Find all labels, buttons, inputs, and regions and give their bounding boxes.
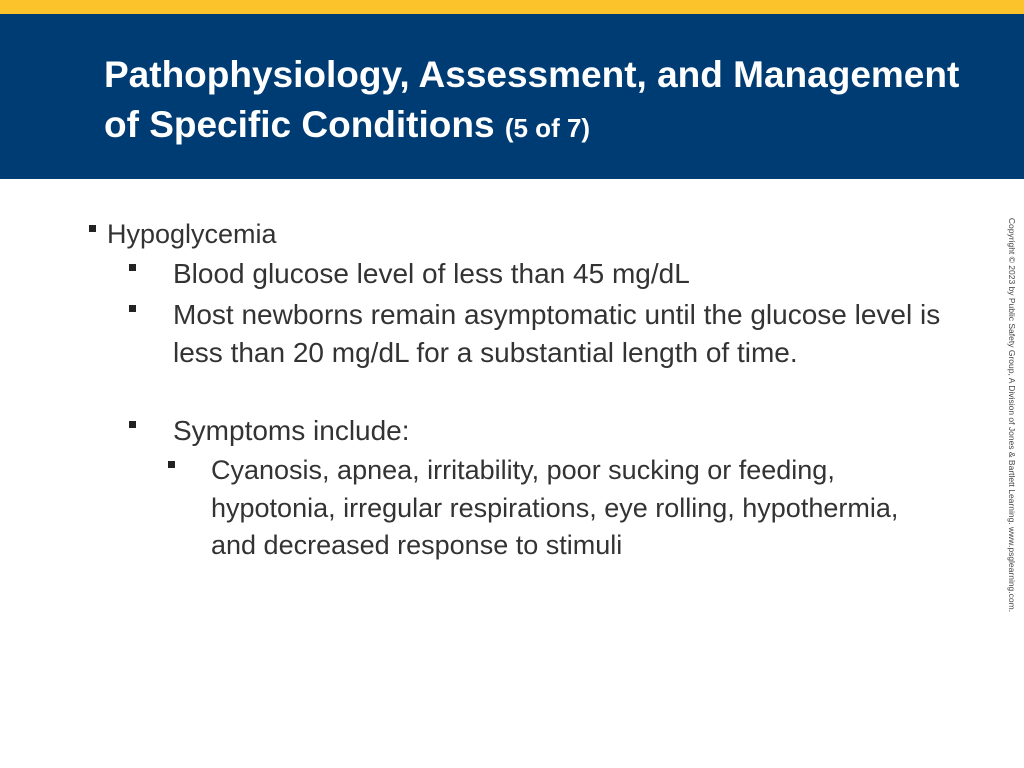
bullet-marker-icon — [129, 305, 136, 312]
slide-number-indicator: (5 of 7) — [504, 113, 591, 143]
bullet-marker-icon — [168, 461, 175, 468]
slide-title-main: Pathophysiology, Assessment, and Management of Specific Conditions — [104, 54, 960, 145]
bullet-symptoms-include: Symptoms include: — [173, 415, 410, 446]
bullet-marker-icon — [89, 225, 96, 232]
copyright-notice: Copyright © 2023 by Public Safety Group, A Division of Jones & Bartlett Learning. www.psglearning.com. — [1007, 217, 1017, 613]
bullet-marker-icon — [129, 421, 136, 428]
bullet-marker-icon — [129, 264, 136, 271]
topic-hypoglycemia: Hypoglycemia — [107, 219, 277, 249]
bullet-asymptomatic-newborns: Most newborns remain asymptomatic until the glucose level is less than 20 mg/dL for a substantial length of time. — [173, 299, 941, 368]
bullet-blood-glucose: Blood glucose level of less than 45 mg/dL — [173, 258, 690, 289]
sub-bullet-symptoms-list: Cyanosis, apnea, irritability, poor sucking or feeding, hypotonia, irregular respirations, eye rolling, hypothermia, and decreased response to stimuli — [211, 455, 899, 560]
